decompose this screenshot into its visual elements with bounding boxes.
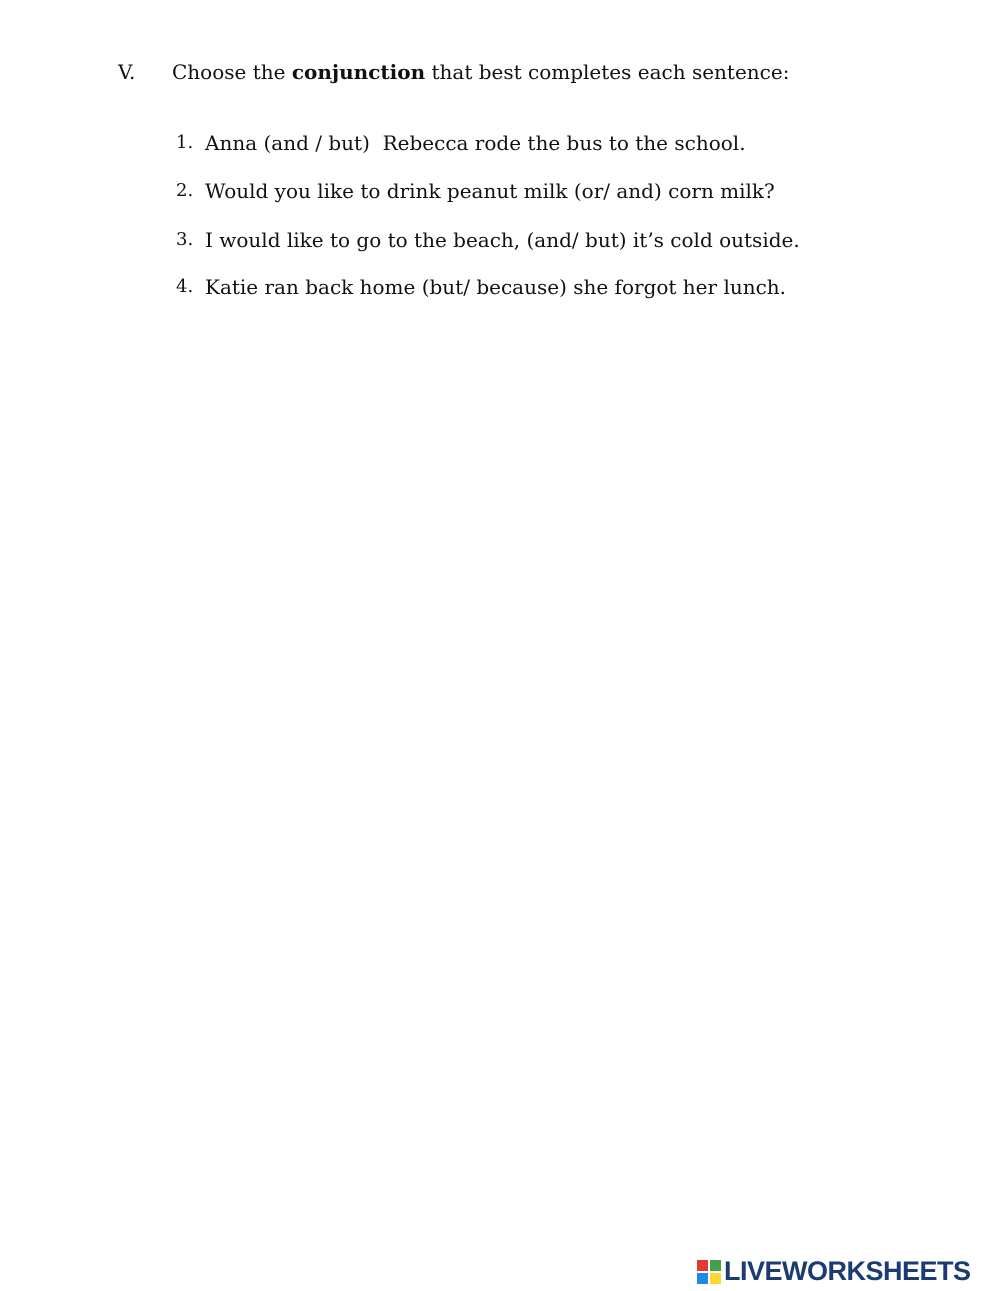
question-number: 2. — [176, 180, 194, 201]
logo-blocks-icon — [697, 1260, 721, 1284]
liveworksheets-logo — [697, 1256, 995, 1286]
question-item — [0, 226, 1000, 254]
logo-block — [697, 1260, 708, 1271]
section-heading — [0, 58, 1000, 86]
question-sentence: I would like to go to the beach, (and/ but) it’s cold outside. — [205, 228, 800, 252]
logo-block — [697, 1273, 708, 1284]
question-sentence: Anna (and / but) Rebecca rode the bus to the school. — [205, 131, 746, 155]
prompt-keyword: conjunction — [291, 60, 426, 84]
question-item — [0, 273, 1000, 301]
question-number: 4. — [176, 276, 194, 297]
question-number: 1. — [176, 132, 194, 153]
question-item — [0, 177, 1000, 205]
logo-block — [710, 1273, 721, 1284]
section-prompt — [172, 58, 789, 86]
question-sentence: Katie ran back home (but/ because) she forgot her lunch. — [205, 275, 787, 299]
question-item — [0, 129, 1000, 157]
question-sentence: Would you like to drink peanut milk (or/ and) corn milk? — [205, 179, 775, 203]
section-number: V. — [118, 60, 136, 84]
prompt-text-after: that best completes each sentence: — [425, 60, 790, 84]
logo-text: LIVEWORKSHEETS — [724, 1256, 971, 1286]
question-number: 3. — [176, 229, 194, 250]
prompt-text-before: Choose the — [172, 60, 292, 84]
logo-block — [710, 1260, 721, 1271]
